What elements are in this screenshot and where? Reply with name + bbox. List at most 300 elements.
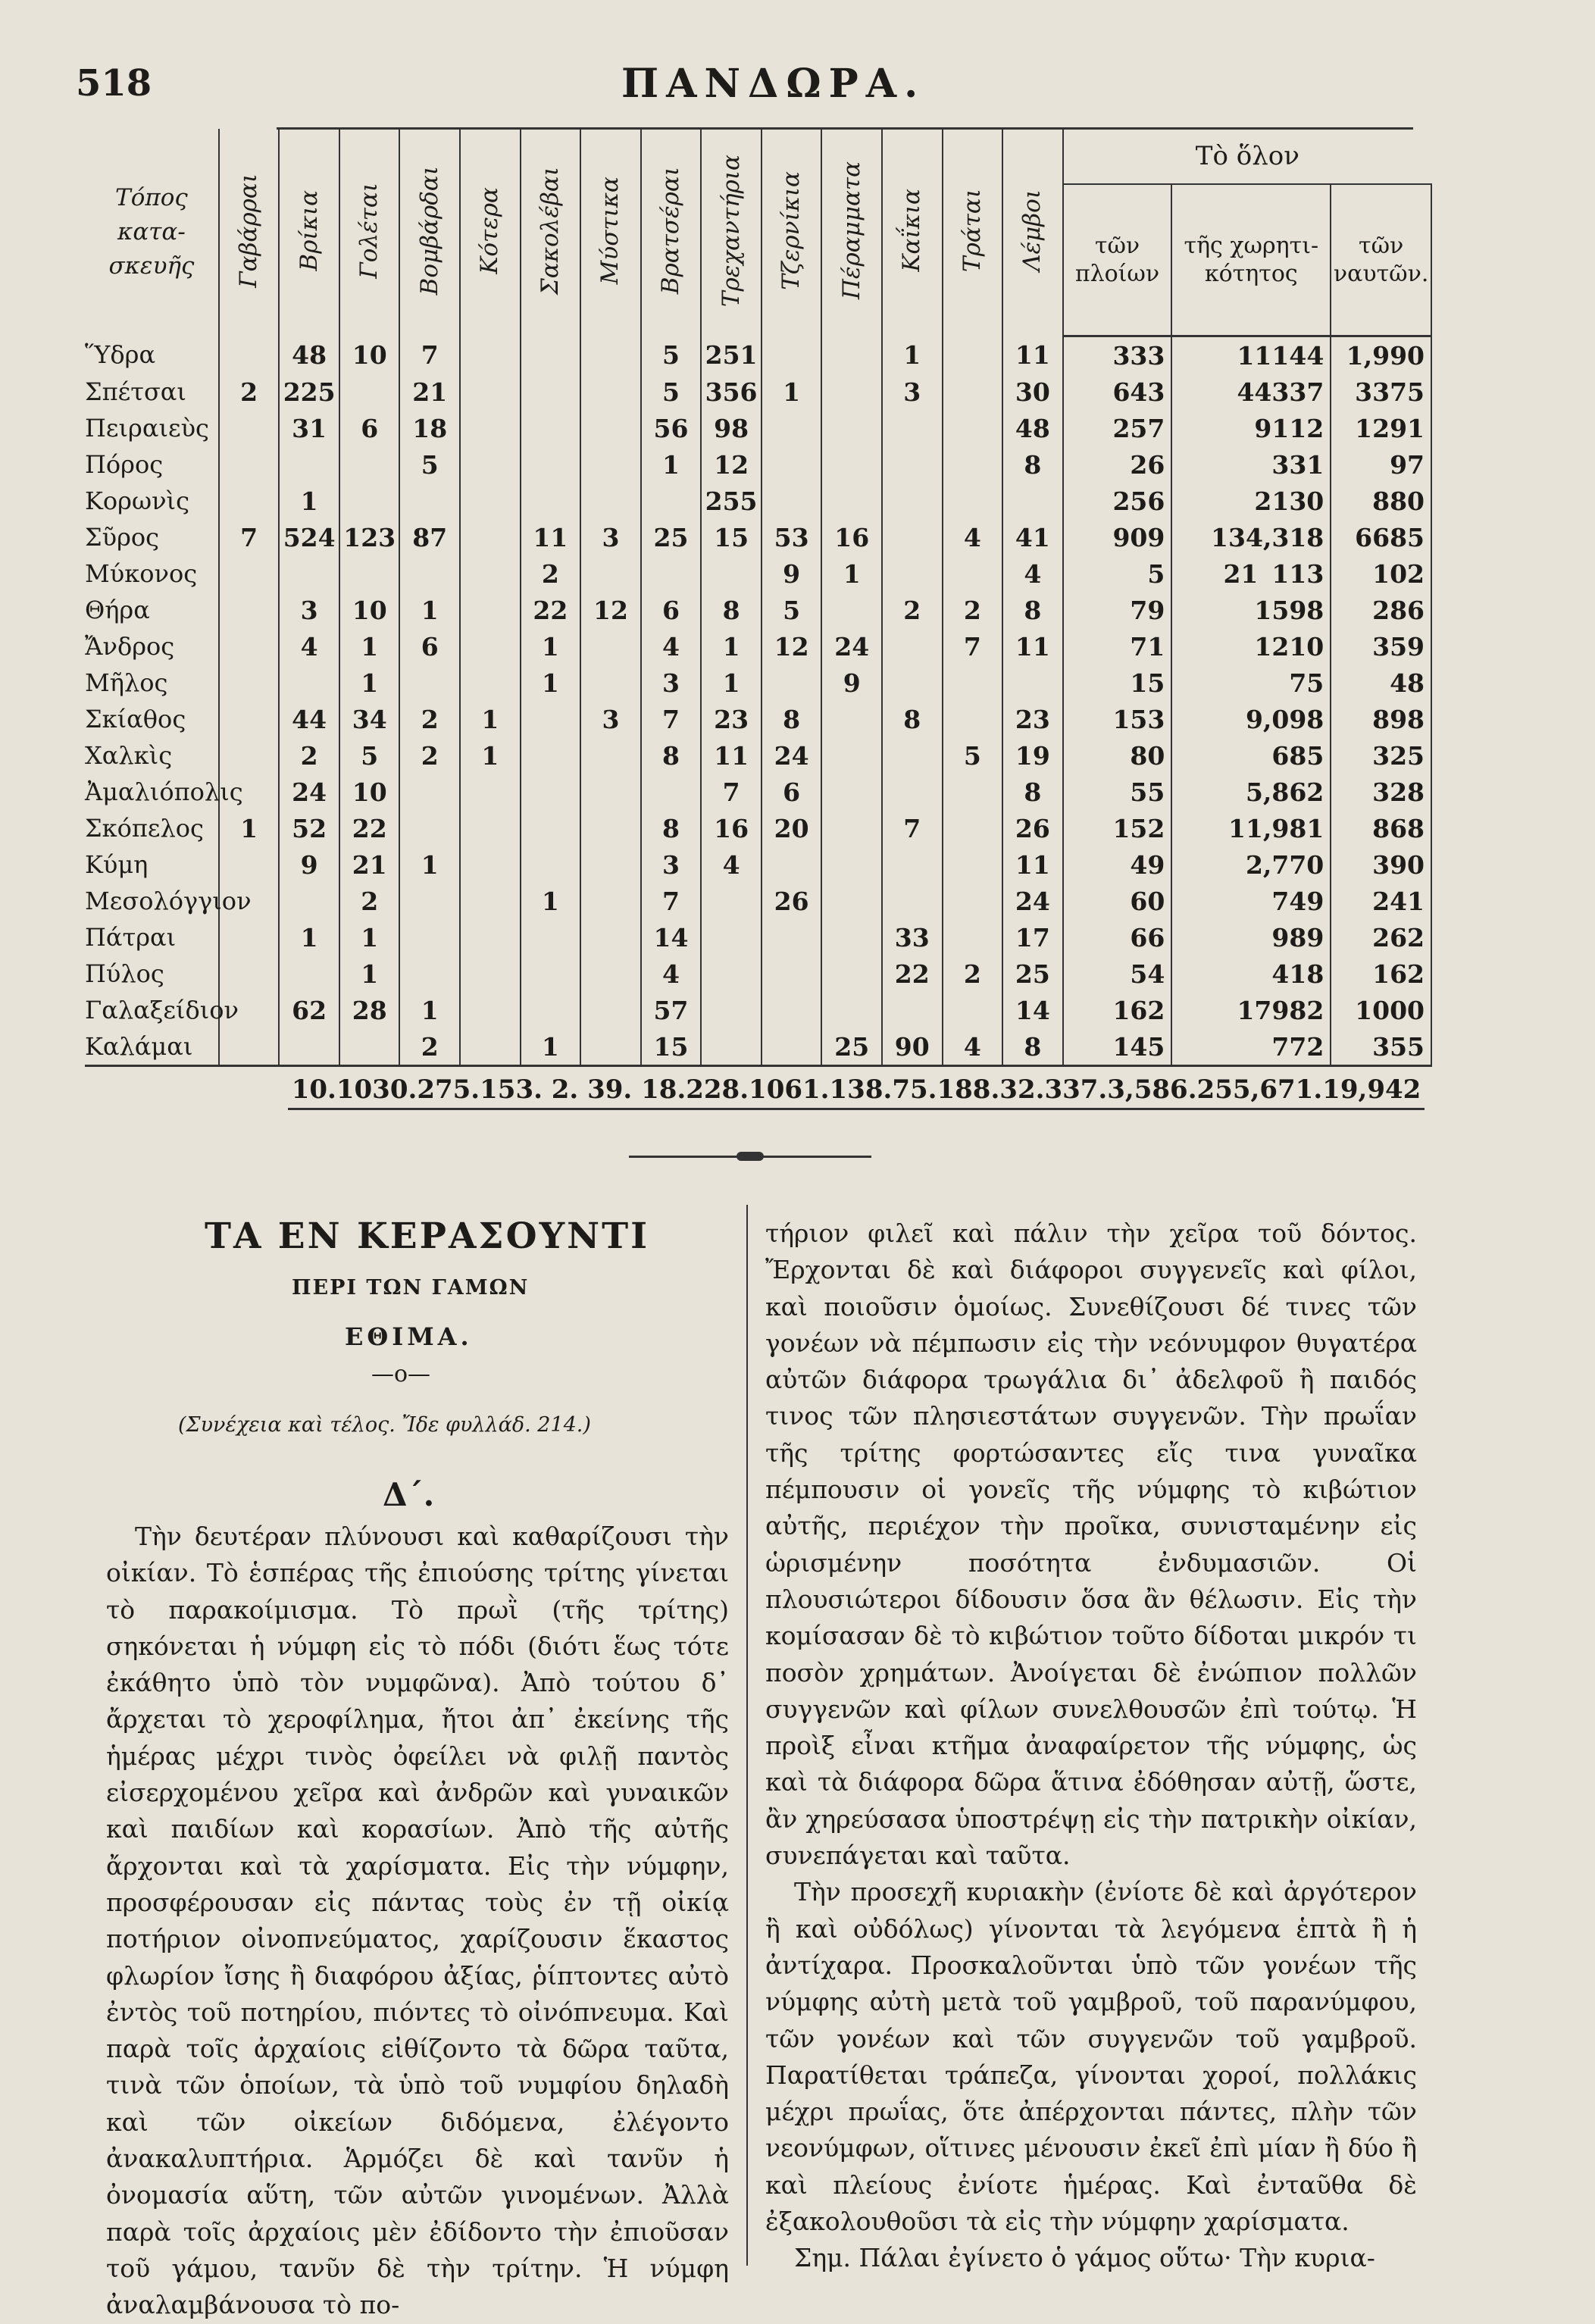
count-cell (762, 410, 822, 446)
count-cell (521, 774, 581, 810)
count-cell: 10 (339, 774, 400, 810)
right-paragraph: τήριον φιλεῖ καὶ πάλιν τὴν χεῖρα τοῦ δόντος. Ἔρχονται δὲ καὶ διάφοροι συγγενεῖς καὶ φίλοι, καὶ ποιοῦσιν ὁμοίως. Συνεθίζουσι δέ τινες τῶν γονέων νὰ πέμπωσιν εἰς τὴν νεόνυμφον θυγατέρα αὐτῶν διάφορα τρωγάλια δι᾽ ἀδελφοῦ ἢ παιδός τινος τῶν πλησιεστάτων συγγενῶν. Τὴν πρωΐαν τῆς τρίτης φορτώσαντες εἴς τινα γυναῖκα πέμπουσιν οἱ γονεῖς τῆς νύμφης τὸ κιβώτιον αὐτῆς, περιέχον τὴν προῖκα, συνισταμένην εἰς ὡρισμένην ποσότητα ἐνδυμασιῶν. Οἱ πλουσιώτεροι δίδουσιν ὅσα ἂν θέλωσιν. Εἰς τὴν κομίσασαν δὲ τὸ κιβώτιον τοῦτο δίδοται μικρόν τι ποσὸν χρημάτων. Ἀνοίγεται δὲ ἐνώπιον πολλῶν συγγενῶν καὶ φίλων συνελθουσῶν ἐπὶ τούτῳ. Ἡ προὶξ εἶναι κτῆμα ἀναφαίρετον τῆς νύμφης, ὡς καὶ τὰ διάφορα δῶρα ἅτινα ἐδόθησαν αὐτῇ, ὥστε, ἂν χηρεύσασα ὑποστρέψῃ εἰς τὴν πατρικὴν οἰκίαν, συνεπάγεται καὶ ταῦτα. (765, 1218, 1417, 1871)
count-cell (521, 956, 581, 992)
count-cell: 15 (701, 519, 762, 555)
count-cell: 5 (943, 737, 1003, 774)
count-cell (460, 374, 521, 410)
count-cell (399, 555, 460, 592)
count-cell (460, 919, 521, 956)
count-cell: 8 (641, 810, 702, 846)
count-cell (521, 810, 581, 846)
total-cell: 80 (1063, 737, 1172, 774)
count-cell (279, 446, 339, 483)
total-cell: 286 (1331, 592, 1431, 628)
count-cell: 1 (882, 336, 943, 374)
count-cell: 2 (943, 956, 1003, 992)
count-cell (580, 483, 641, 519)
count-cell (882, 555, 943, 592)
count-cell (821, 701, 882, 737)
count-cell (460, 810, 521, 846)
place-name-cell: Ὕδρα (85, 340, 156, 370)
count-cell: 62 (279, 992, 339, 1028)
count-cell: 1 (339, 919, 400, 956)
count-cell: 3 (641, 846, 702, 883)
table-row (85, 992, 1431, 1028)
total-cell: 355 (1331, 1028, 1431, 1066)
total-subheader: τῆς χωρητι-κότητος (1171, 184, 1331, 336)
count-cell: 2 (399, 1028, 460, 1066)
count-cell: 11 (701, 737, 762, 774)
count-cell (219, 446, 280, 483)
place-name-cell: Πύλος (85, 959, 164, 988)
count-cell: 1 (279, 483, 339, 519)
count-cell (521, 846, 581, 883)
count-cell (701, 956, 762, 992)
count-cell (279, 555, 339, 592)
count-cell: 12 (580, 592, 641, 628)
total-cell: 152 (1063, 810, 1172, 846)
count-cell (279, 1028, 339, 1066)
table-row (85, 737, 1431, 774)
total-cell: 6685 (1331, 519, 1431, 555)
count-cell: 1 (521, 883, 581, 919)
total-cell: 5,862 (1171, 774, 1331, 810)
count-cell: 4 (279, 628, 339, 665)
count-cell: 5 (641, 336, 702, 374)
count-cell (460, 1028, 521, 1066)
count-cell: 2 (882, 592, 943, 628)
count-cell: 87 (399, 519, 460, 555)
place-name-cell: Χαλκὶς (85, 741, 173, 770)
count-cell: 7 (399, 336, 460, 374)
page-number: 518 (76, 62, 152, 105)
count-cell: 14 (1002, 992, 1063, 1028)
ship-type-header (1002, 129, 1063, 336)
table-row (85, 774, 1431, 810)
count-cell: 24 (1002, 883, 1063, 919)
count-cell: 2 (279, 737, 339, 774)
count-cell: 7 (943, 628, 1003, 665)
count-cell: 123 (339, 519, 400, 555)
total-cell: 880 (1331, 483, 1431, 519)
count-cell: 53 (762, 519, 822, 555)
left-column (106, 1519, 729, 2324)
total-cell: 333 (1063, 336, 1172, 374)
count-cell: 1 (399, 846, 460, 883)
count-cell: 1 (399, 592, 460, 628)
place-name-cell: Θήρα (85, 596, 150, 624)
table-row (85, 956, 1431, 992)
count-cell: 6 (399, 628, 460, 665)
count-cell (580, 1028, 641, 1066)
count-cell (399, 774, 460, 810)
count-cell: 57 (641, 992, 702, 1028)
count-cell: 11 (1002, 628, 1063, 665)
count-cell (521, 992, 581, 1028)
count-cell: 1 (339, 628, 400, 665)
total-cell: 145 (1063, 1028, 1172, 1066)
count-cell (882, 665, 943, 701)
place-name-cell: Πάτραι (85, 923, 177, 952)
count-cell (521, 374, 581, 410)
count-cell: 56 (641, 410, 702, 446)
count-cell: 1 (219, 810, 280, 846)
count-cell (399, 956, 460, 992)
count-cell: 30 (1002, 374, 1063, 410)
place-name-cell: Πειραιεὺς (85, 414, 209, 443)
count-cell: 90 (882, 1028, 943, 1066)
ship-type-header (701, 129, 762, 336)
count-cell: 2 (339, 883, 400, 919)
total-cell: 643 (1063, 374, 1172, 410)
total-cell: 685 (1171, 737, 1331, 774)
count-cell: 1 (821, 555, 882, 592)
count-cell (882, 737, 943, 774)
count-cell (279, 883, 339, 919)
shipbuilding-table (85, 129, 1432, 1067)
count-cell (219, 665, 280, 701)
total-cell: 2,770 (1171, 846, 1331, 883)
count-cell (821, 737, 882, 774)
ship-type-header (882, 129, 943, 336)
count-cell: 23 (701, 701, 762, 737)
total-cell: 772 (1171, 1028, 1331, 1066)
count-cell: 8 (701, 592, 762, 628)
count-cell (882, 628, 943, 665)
count-cell (580, 956, 641, 992)
count-cell (762, 446, 822, 483)
count-cell: 5 (339, 737, 400, 774)
count-cell: 4 (641, 628, 702, 665)
count-cell (460, 483, 521, 519)
count-cell (580, 774, 641, 810)
table-row (85, 446, 1431, 483)
total-subheader: τῶν πλοίων (1063, 184, 1172, 336)
count-cell (701, 919, 762, 956)
count-cell: 3 (580, 701, 641, 737)
count-cell: 14 (641, 919, 702, 956)
count-cell (821, 336, 882, 374)
count-cell: 4 (943, 519, 1003, 555)
place-name-cell: Πόρος (85, 450, 164, 479)
table-row (85, 374, 1431, 410)
total-value: 21 (1223, 558, 1259, 589)
place-name-cell: Σπέτσαι (85, 377, 186, 406)
count-cell: 21 (399, 374, 460, 410)
count-cell (882, 446, 943, 483)
count-cell (279, 665, 339, 701)
count-cell (943, 919, 1003, 956)
count-cell: 10 (339, 336, 400, 374)
count-cell: 1 (701, 665, 762, 701)
total-cell: 54 (1063, 956, 1172, 992)
article-topic: ΕΘΙΜΑ. (345, 1322, 473, 1351)
total-cell: 55 (1063, 774, 1172, 810)
count-cell (580, 992, 641, 1028)
count-cell: 48 (1002, 410, 1063, 446)
count-cell (580, 410, 641, 446)
total-cell: 48 (1331, 665, 1431, 701)
total-cell: 909 (1063, 519, 1172, 555)
count-cell: 2 (219, 374, 280, 410)
table-row (85, 519, 1431, 555)
total-cell: 3375 (1331, 374, 1431, 410)
count-cell (580, 555, 641, 592)
count-cell (762, 665, 822, 701)
count-cell: 22 (882, 956, 943, 992)
count-cell (339, 1028, 400, 1066)
total-cell: 5 (1063, 555, 1172, 592)
count-cell (701, 1028, 762, 1066)
count-cell (460, 883, 521, 919)
count-cell (943, 410, 1003, 446)
count-cell (580, 883, 641, 919)
count-cell (580, 846, 641, 883)
count-cell: 3 (882, 374, 943, 410)
total-cell: 418 (1171, 956, 1331, 992)
count-cell: 12 (762, 628, 822, 665)
ship-type-header (762, 129, 822, 336)
count-cell (943, 701, 1003, 737)
count-cell: 11 (1002, 336, 1063, 374)
small-ornament: —o— (371, 1361, 431, 1387)
count-cell (399, 883, 460, 919)
count-cell (943, 374, 1003, 410)
count-cell: 8 (1002, 774, 1063, 810)
count-cell: 1 (279, 919, 339, 956)
count-cell: 25 (641, 519, 702, 555)
count-cell (219, 919, 280, 956)
note-paragraph: Σημ. Πάλαι ἐγίνετο ὁ γάμος οὕτω· Τὴν κυρια- (794, 2243, 1375, 2273)
count-cell: 12 (701, 446, 762, 483)
count-cell: 3 (279, 592, 339, 628)
table-row (85, 628, 1431, 665)
count-cell (580, 919, 641, 956)
count-cell: 524 (279, 519, 339, 555)
total-cell: 9112 (1171, 410, 1331, 446)
total-cell: 162 (1331, 956, 1431, 992)
count-cell (821, 956, 882, 992)
ship-type-label: Τράται (958, 189, 986, 273)
count-cell: 10 (339, 592, 400, 628)
count-cell (580, 810, 641, 846)
count-cell (521, 701, 581, 737)
count-cell: 2 (399, 701, 460, 737)
count-cell (521, 410, 581, 446)
table-row (85, 665, 1431, 701)
count-cell: 34 (339, 701, 400, 737)
count-cell: 1 (460, 701, 521, 737)
count-cell (943, 446, 1003, 483)
count-cell (460, 555, 521, 592)
count-cell: 8 (882, 701, 943, 737)
count-cell: 6 (641, 592, 702, 628)
count-cell (641, 774, 702, 810)
count-cell: 44 (279, 701, 339, 737)
table-row (85, 555, 1431, 592)
ship-type-label: Λέμβοι (1018, 189, 1046, 272)
ship-type-header (460, 129, 521, 336)
left-paragraph: Τὴν δευτέραν πλύνουσι καὶ καθαρίζουσι τὴν οἰκίαν. Τὸ ἑσπέρας τῆς ἐπιούσης τρίτης γίνεται τὸ παρακοίμισμα. Τὸ πρωῒ (τῆς τρίτης) σηκόνεται ἡ νύμφη εἰς τὸ πόδι (διότι ἕως τότε ἐκάθητο ὑπὸ τὸν νυμφῶνα). Ἀπὸ τούτου δ᾽ ἄρχεται τὸ χεροφίλημα, ἤτοι ἀπ᾽ ἐκείνης τῆς ἡμέρας μέχρι τινὸς ὀφείλει νὰ φιλῇ παντὸς εἰσερχομένου χεῖρα καὶ ἀνδρῶν καὶ γυναικῶν καὶ παιδίων καὶ κορασίων. Ἀπὸ τῆς αὐτῆς ἄρχονται καὶ τὰ χαρίσματα. Εἰς τὴν νύμφην, προσφέρουσαν εἰς πάντας τοὺς ἐν τῇ οἰκίᾳ ποτήριον οἰνοπνεύματος, χαρίζουσιν ἕκαστος φλωρίον ἴσης ἢ διαφόρου ἀξίας, ῥίπτοντες αὐτὸ ἐντὸς τοῦ ποτηρίου, πιόντες τὸ οἰνόπνευμα. Καὶ παρὰ τοῖς ἀρχαίοις εἰθίζοντο τὰ δῶρα ταῦτα, τινὰ τῶν ὁποίων, τὰ ὑπὸ τοῦ νυμφίου δηλαδὴ καὶ τῶν οἰκείων διδόμενα, ἐλέγοντο ἀνακαλυπτήρια. Ἁρμόζει δὲ καὶ τανῦν ἡ ὀνομασία αὕτη, τῶν αὐτῶν γινομένων. Ἀλλὰ παρὰ τοῖς ἀρχαίοις μὲν ἐδίδοντο τὴν ἐπιοῦσαν τοῦ γάμου, τανῦν δὲ τὴν τρίτην. Ἡ νύμφη ἀναλαμβάνουσα τὸ πο- (106, 1522, 729, 2320)
count-cell (219, 555, 280, 592)
count-cell (1002, 483, 1063, 519)
ship-type-label: Κότερα (476, 186, 504, 274)
count-cell: 21 (339, 846, 400, 883)
count-cell: 3 (580, 519, 641, 555)
count-cell (580, 628, 641, 665)
count-cell: 7 (641, 883, 702, 919)
total-cell: 75 (1171, 665, 1331, 701)
count-cell: 16 (701, 810, 762, 846)
count-cell: 26 (762, 883, 822, 919)
count-cell: 31 (279, 410, 339, 446)
count-cell (521, 336, 581, 374)
count-cell: 7 (641, 701, 702, 737)
count-cell (762, 846, 822, 883)
count-cell: 7 (701, 774, 762, 810)
total-cell: 331 (1171, 446, 1331, 483)
count-cell (399, 810, 460, 846)
count-cell (580, 737, 641, 774)
ship-type-header (943, 129, 1003, 336)
count-cell (821, 374, 882, 410)
total-subheader: τῶν ναυτῶν. (1331, 184, 1431, 336)
total-cell: 262 (1331, 919, 1431, 956)
count-cell (701, 883, 762, 919)
table-row (85, 883, 1431, 919)
ship-type-header (279, 129, 339, 336)
count-cell: 2 (521, 555, 581, 592)
count-cell: 1 (460, 737, 521, 774)
table-row (85, 846, 1431, 883)
total-cell: 9,098 (1171, 701, 1331, 737)
count-cell (521, 737, 581, 774)
count-cell (399, 483, 460, 519)
table-row (85, 919, 1431, 956)
ship-type-label: Βρίκια (295, 189, 323, 271)
total-group-header: Τὸ ὅλον (1063, 129, 1431, 184)
count-cell (219, 336, 280, 374)
count-cell (943, 846, 1003, 883)
total-cell: 328 (1331, 774, 1431, 810)
ship-type-header (399, 129, 460, 336)
continuation-note: (Συνέχεια καὶ τέλος. Ἴδε φυλλάδ. 214.) (178, 1413, 591, 1437)
count-cell (219, 483, 280, 519)
total-cell: 15 (1063, 665, 1172, 701)
total-cell: 2130 (1171, 483, 1331, 519)
total-cell: 11144 (1171, 336, 1331, 374)
total-cell: 162 (1063, 992, 1172, 1028)
count-cell (821, 592, 882, 628)
total-cell: 257 (1063, 410, 1172, 446)
count-cell: 23 (1002, 701, 1063, 737)
place-name-cell: Κύμη (85, 850, 149, 879)
table-row (85, 410, 1431, 446)
count-cell: 8 (762, 701, 822, 737)
count-cell (521, 483, 581, 519)
count-cell: 8 (641, 737, 702, 774)
count-cell (882, 410, 943, 446)
count-cell (279, 956, 339, 992)
count-cell: 22 (339, 810, 400, 846)
count-cell: 8 (1002, 1028, 1063, 1066)
table-row (85, 1028, 1431, 1066)
total-cell: 868 (1331, 810, 1431, 846)
count-cell (821, 446, 882, 483)
count-cell (762, 336, 822, 374)
running-title: ΠΑΝΔΩΡΑ. (621, 61, 926, 107)
total-cell: 325 (1331, 737, 1431, 774)
count-cell (641, 555, 702, 592)
ship-type-label: Σακολέβαι (536, 166, 564, 295)
count-cell: 7 (219, 519, 280, 555)
count-cell (943, 336, 1003, 374)
total-cell: 26 (1063, 446, 1172, 483)
total-cell: 1000 (1331, 992, 1431, 1028)
total-cell: 66 (1063, 919, 1172, 956)
count-cell (339, 483, 400, 519)
count-cell (882, 774, 943, 810)
total-cell: 1291 (1331, 410, 1431, 446)
count-cell (641, 483, 702, 519)
total-cell: 17982 (1171, 992, 1331, 1028)
count-cell: 33 (882, 919, 943, 956)
count-cell (821, 919, 882, 956)
ship-type-label: Τζερνίκια (777, 170, 805, 290)
count-cell (460, 446, 521, 483)
count-cell: 6 (339, 410, 400, 446)
place-name-cell: Κορωνὶς (85, 486, 189, 515)
count-cell (882, 519, 943, 555)
count-cell (460, 992, 521, 1028)
count-cell (821, 774, 882, 810)
total-cell: 1,990 (1331, 336, 1431, 374)
ship-type-label: Καΐκια (898, 189, 926, 273)
total-cell: 989 (1171, 919, 1331, 956)
count-cell (762, 992, 822, 1028)
count-cell (821, 846, 882, 883)
count-cell (701, 992, 762, 1028)
count-cell: 1 (521, 628, 581, 665)
count-cell (762, 956, 822, 992)
total-value: 113 (1271, 558, 1324, 589)
count-cell (943, 555, 1003, 592)
count-cell: 24 (762, 737, 822, 774)
total-cell: 97 (1331, 446, 1431, 483)
count-cell: 9 (762, 555, 822, 592)
count-cell (580, 446, 641, 483)
count-cell (219, 628, 280, 665)
count-cell: 4 (641, 956, 702, 992)
count-cell: 225 (279, 374, 339, 410)
table-row (85, 592, 1431, 628)
ship-type-header (521, 129, 581, 336)
count-cell: 1 (641, 446, 702, 483)
count-cell: 26 (1002, 810, 1063, 846)
count-cell (943, 883, 1003, 919)
total-cell: 71 (1063, 628, 1172, 665)
table-row (85, 336, 1431, 374)
count-cell (762, 483, 822, 519)
place-name-cell: Μύκονος (85, 559, 198, 588)
ship-type-header (641, 129, 702, 336)
count-cell (882, 883, 943, 919)
total-cell: 359 (1331, 628, 1431, 665)
total-cell: 79 (1063, 592, 1172, 628)
count-cell (460, 519, 521, 555)
count-cell (399, 919, 460, 956)
count-cell (460, 592, 521, 628)
